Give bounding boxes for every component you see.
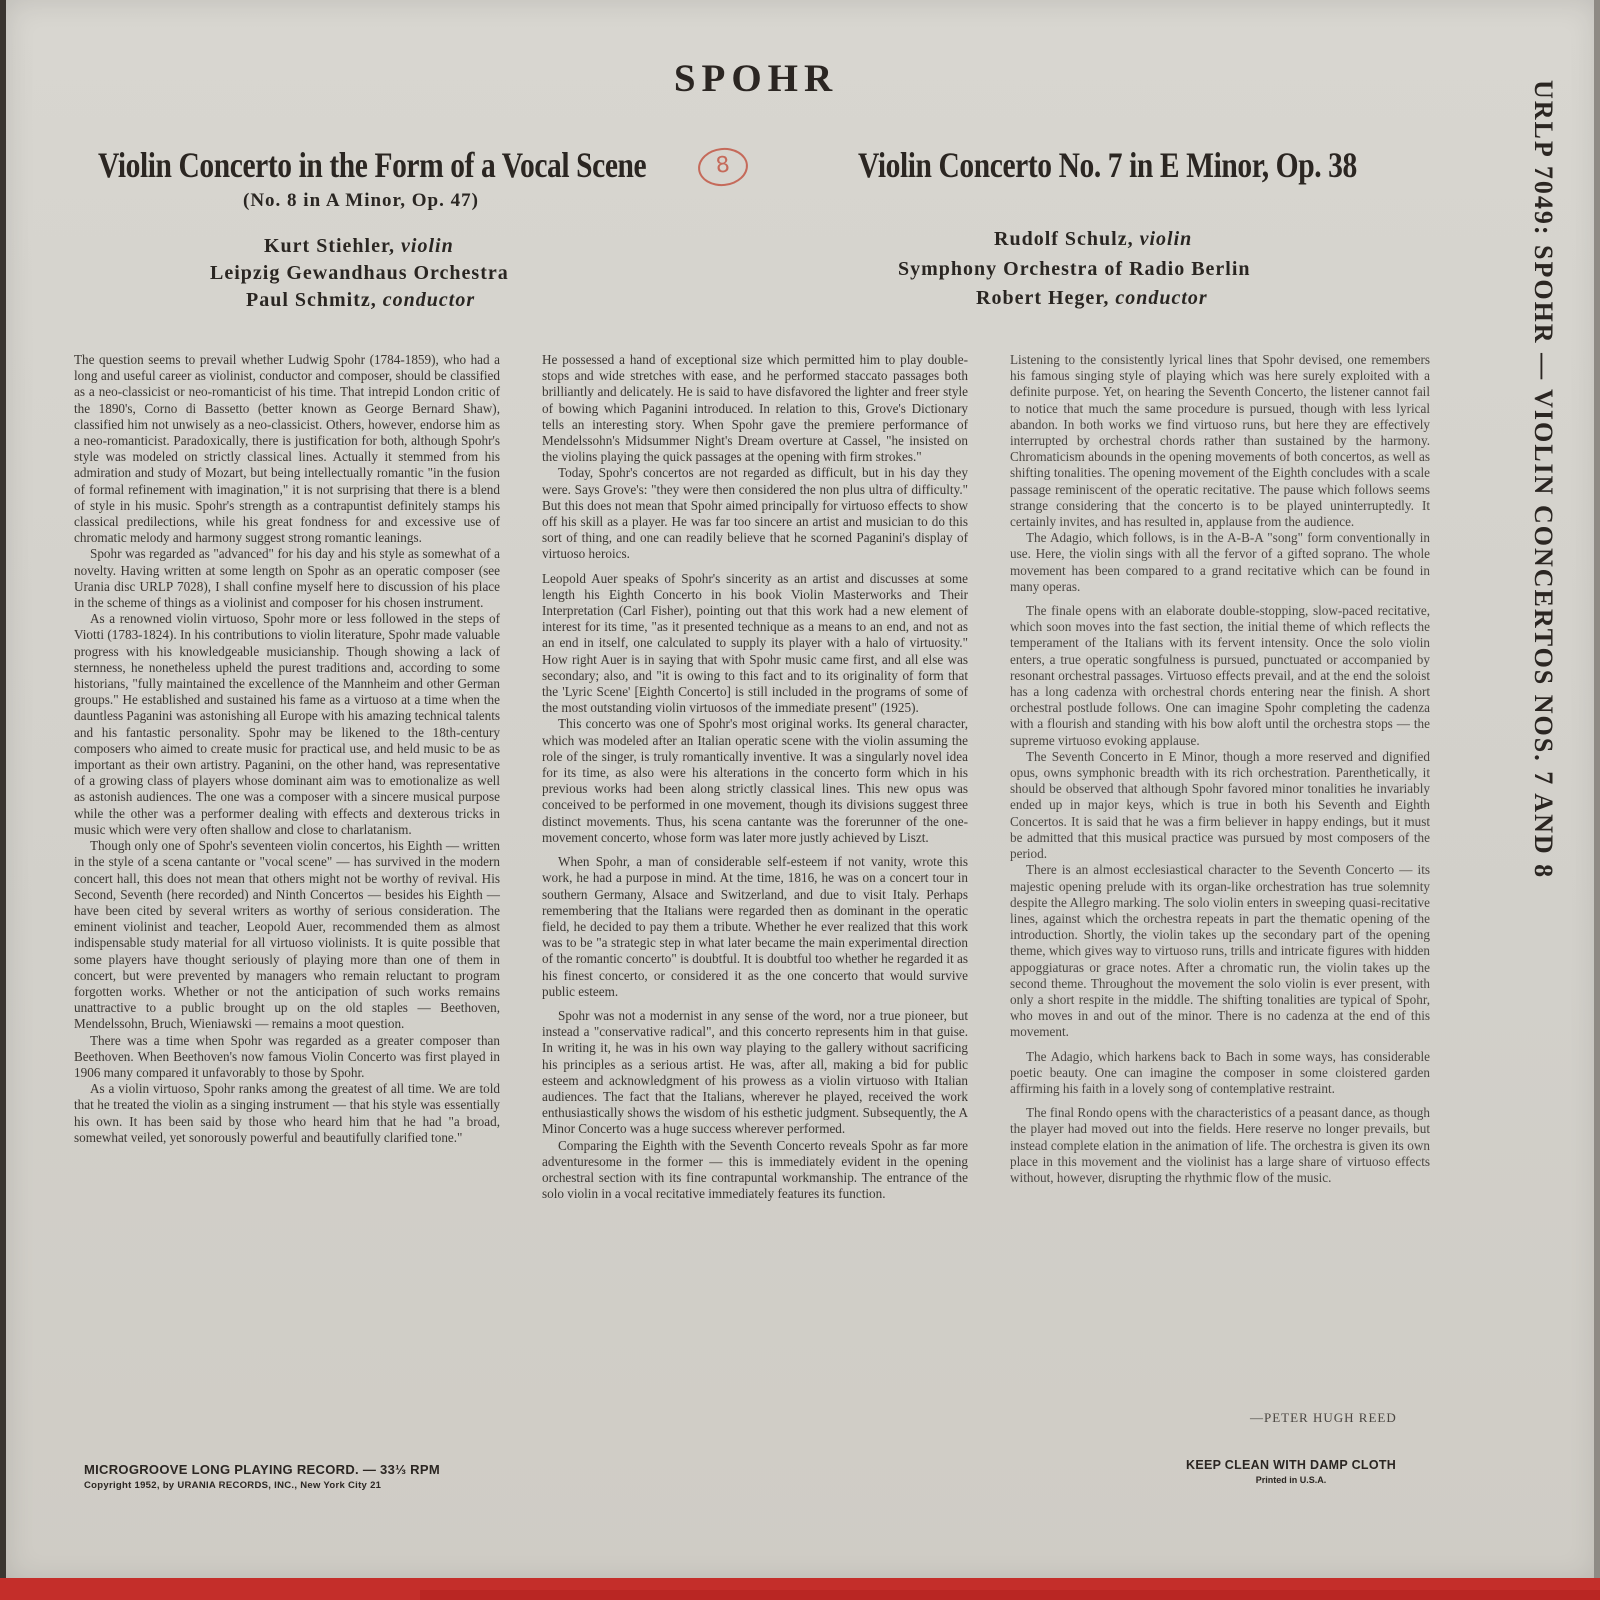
paragraph: Spohr was not a modernist in any sense of the word, nor a true pioneer, but instead a "conservative radical", and this concerto represents him in that guise. In writing it, he was in his own way playing to the gallery without sacrificing his principles as a serious artist. He was, after all, making a bid for public esteem and acknowledgment of his prowess as a violin virtuoso with Italian audiences. The fact that the Italians, wherever he played, received the work enthusiastically shows the wisdom of his esthetic judgment. Subsequently, the A Minor Concerto was a huge success wherever performed. — [542, 1007, 968, 1137]
care-instruction: KEEP CLEAN WITH DAMP CLOTH — [1186, 1458, 1397, 1472]
record-back-cover — [6, 0, 1598, 1582]
paragraph: There was a time when Spohr was regarded as a greater composer than Beethoven. When Beethoven's now famous Violin Concerto was first played in 1906 many compared it unfavorably to those by Spohr. — [74, 1032, 500, 1080]
paragraph: When Spohr, a man of considerable self-esteem if not vanity, wrote this work, he had a purpose in mind. At the time, 1816, he was on a concert tour in southern Germany, Alsace and Switzerland, and due to visit Italy. Perhaps remembering that the Italians were regarded then as dominant in the operatic field, he decided to pay them a tribute. Whether he ever realized that this work was to be "a strategic step in what later became the main experimental direction of the romantic concerto" is doubtful. It is doubtful too whether he regarded it as his finest concerto, or considered it as the one concerto that would survive public esteem. — [542, 854, 968, 999]
right-soloist — [994, 226, 1192, 253]
red-border-strip-inner — [420, 1590, 1600, 1600]
paragraph: This concerto was one of Spohr's most original works. Its general character, which was modeled after an Italian operatic scene with the violin assuming the role of the singer, is truly romantically inventive. It was a singularly novel idea for its time, as also were his alterations in the concerto form which in his previous works had been along strictly classical lines. This new opus was conceived to be performed in one movement, though its divisions suggest three distinct movements. Thus, his scena cantante was the forerunner of the one-movement concerto, whose form was later more justly achieved by Liszt. — [542, 716, 968, 845]
left-soloist-role: violin — [401, 235, 454, 257]
paragraph: The final Rondo opens with the characteristics of a peasant dance, as though the player had moved out into the fields. Here reserve no longer prevails, but instead complete elation in the animation of life. The orchestra is given its own place in this movement and the violinist has a large share of virtuoso effects without, however, disrupting the rhythmic flow of the music. — [1010, 1105, 1430, 1185]
liner-notes-column-1 — [74, 352, 500, 1146]
footer-left — [84, 1462, 440, 1491]
paragraph: The Seventh Concerto in E Minor, though a more reserved and dignified opus, owns symphonic breadth with its rich orchestration. Parenthetically, it should be observed that although Spohr favored minor tonalities he invariably ended up in major keys, which is true in both his Seventh and Eighth Concertos. It is said that he was a firm believer in happy endings, but it must be admitted that this musical practice was pursued by most composers of the period. — [1010, 748, 1430, 862]
left-conductor-role: conductor — [382, 289, 476, 311]
liner-notes-column-2 — [542, 352, 968, 1202]
left-work-title: Violin Concerto in the Form of a Vocal Scene — [98, 145, 647, 185]
right-work-title: Violin Concerto No. 7 in E Minor, Op. 38 — [858, 145, 1357, 185]
right-conductor — [976, 285, 1208, 312]
paragraph: Leopold Auer speaks of Spohr's sincerity as an artist and discusses at some length his Eighth Concerto in his book Violin Masterworks and Their Interpretation (Carl Fisher), pointing out that this work had a new element of interest for its time, "as it presented technique as a means to an end, and not as an end in itself, one calculated to supply its player with a halo of virtuosity." How right Auer is in saying that with Spohr music came first, and all else was secondary; also, and "it is owing to this fact and to its originality of form that the 'Lyric Scene' [Eighth Concerto] is still included in the programs of some of the most outstanding violin virtuosos of the immediate present" (1925). — [542, 570, 968, 716]
paragraph: He possessed a hand of exceptional size which permitted him to play double-stops and wide stretches with ease, and he performed staccato passages both brilliantly and delicately. He is said to have disfavored the lighter and freer style of bowing which Paganini introduced. In relation to this, Grove's Dictionary tells an interesting story. When Spohr gave the premiere performance of Mendelssohn's Midsummer Night's Dream overture at Cassel, "he insisted on the violins playing the quick passages at the opening with firm strokes." — [542, 352, 968, 465]
left-work-subtitle: (No. 8 in A Minor, Op. 47) — [243, 190, 479, 211]
left-soloist — [264, 233, 454, 260]
paragraph: The question seems to prevail whether Ludwig Spohr (1784-1859), who had a long and useful career as violinist, conductor and composer, should be classified as a neo-classicist or neo-romanticist of his time. That intrepid London critic of the 1890's, Corno di Bassetto (better known as George Bernard Shaw), classified him not unwisely as a neo-classicist. Others, however, endorse him as a neo-romanticist. Paradoxically, there is justification for both, although Spohr's style was modeled on strictly classical lines. Actually it stemmed from his admiration and study of Mozart, but being intellectually romantic "in the fusion of formal refinement with imagination," it is not surprising that there is a blend of style in his music. Spohr's strength as a contrapuntist definitely stamps his classical predilections, while his great fondness for and excessive use of chromatic melody and harmony suggest strong romantic leanings. — [74, 352, 500, 546]
paragraph: The Adagio, which harkens back to Bach in some ways, has considerable poetic beauty. One can imagine the composer in some cloistered garden affirming his faith in a lovely song of contemplative restraint. — [1010, 1048, 1430, 1096]
printed-in-line: Printed in U.S.A. — [1255, 1475, 1327, 1485]
paragraph: As a renowned violin virtuoso, Spohr more or less followed in the steps of Viotti (1783-1824). In his contributions to violin literature, Spohr made valuable progress with his knowledgeable musicianship. Though showing a lack of sternness, he nonetheless upheld the purest traditions and, according to some historians, "fully maintained the excellence of the Mannheim and other German groups." He established and sustained his fame as a virtuoso at a time when the dauntless Paganini was astonishing all Europe with his amazing technical talents and his fantastic personality. Spohr may be likened to the 18th-century composers who aimed to create music for practical use, and held music to be as important as their own artistry. Paganini, on the other hand, was representative of a growing class of players whose dominant aim was to emotionalize as well as astonish audiences. The one was a composer with a sincere musical purpose while the other was a performer dealing with effects and dexterous tricks in music which were very often shallow and close to charlatanism. — [74, 611, 500, 837]
spine-title: URLP 7049: SPOHR — VIOLIN CONCERTOS NOS. 7 AND 8 — [1529, 80, 1558, 880]
paragraph: Listening to the consistently lyrical lines that Spohr devised, one remembers his famous singing style of playing which was here surely exploited with a definite purpose. Yet, on hearing the Seventh Concerto, the listener cannot fail to notice that much the same procedure is pursued, though with less lyrical abandon. In both works we find virtuoso runs, but here they are effectively interrupted by orchestral chords rather than sustained by the harmony. Chromaticism abounds in the opening movements of both concertos, as well as shifting tonalities. The opening movement of the Eighth concludes with a scale passage reminiscent of the operatic recitative. The pause which follows seems strange considering that the concerto is to be played uninterruptedly. It certainly invites, and has resulted in, applause from the audience. — [1010, 352, 1430, 530]
handwritten-circled-number: 8 — [696, 145, 750, 188]
composer-title: SPOHR — [673, 57, 839, 100]
record-format-line: MICROGROOVE LONG PLAYING RECORD. — 33⅓ RPM — [84, 1462, 440, 1477]
paragraph: Spohr was regarded as "advanced" for his day and his style as somewhat of a novelty. Having written at some length on Spohr as an operatic composer (see Urania disc URLP 7028), I shall confine myself here to discussion of his place in the scheme of things as a violinist and composer for his chosen instrument. — [74, 546, 500, 611]
paragraph: Comparing the Eighth with the Seventh Concerto reveals Spohr as far more adventuresome in the former — this is immediately evident in the opening orchestral section with its fine contrapuntal workmanship. The entrance of the solo violin in a vocal recitative immediately features its function. — [542, 1137, 968, 1202]
left-conductor-name: Paul Schmitz, — [246, 289, 377, 311]
paragraph: The finale opens with an elaborate double-stopping, slow-paced recitative, which soon moves into the fast section, the initial theme of which reflects the temperament of the Italians with its fervent intensity. Once the solo violin enters, a true operatic songfulness is pursued, punctuated or accompanied by resonant orchestral passages. Virtuoso effects prevail, and at the end the soloist has a long cadenza with orchestral chords entering near the finish. A short orchestral postlude follows. One can imagine Spohr completing the cadenza with a flourish and standing with his bow aloft until the orchestra stops — the supreme virtuoso evoking applause. — [1010, 603, 1430, 748]
paragraph: As a violin virtuoso, Spohr ranks among the greatest of all time. We are told that he treated the violin as a singing instrument — that his style was essentially his own. It has been said by those who heard him that he had "a broad, somewhat veiled, yet sonorously powerful and beautifully clarified tone." — [74, 1081, 500, 1145]
right-soloist-role: violin — [1139, 228, 1193, 250]
footer-right — [1186, 1458, 1396, 1485]
right-conductor-role: conductor — [1115, 287, 1208, 309]
liner-notes-column-3 — [1010, 352, 1430, 1186]
paragraph: Today, Spohr's concertos are not regarded as difficult, but in his day they were. Says Grove's: "they were then considered the non plus ultra of difficulty." But this does not mean that Spohr aimed principally for virtuoso effects to show off his skill as a player. He was far too sincere an artist and musician to do this sort of thing, and one can readily believe that he scorned Paganini's display of virtuoso heroics. — [542, 465, 968, 562]
right-soloist-name: Rudolf Schulz, — [994, 228, 1134, 250]
left-conductor — [246, 287, 475, 314]
copyright-line: Copyright 1952, by URANIA RECORDS, INC., New York City 21 — [84, 1480, 382, 1491]
paragraph: The Adagio, which follows, is in the A-B-A "song" form conventionally in use. Here, the violin sings with all the fervor of a gifted soprano. The whole movement has been compared to a grand recitative which can be found in many operas. — [1010, 530, 1430, 594]
right-orchestra: Symphony Orchestra of Radio Berlin — [898, 258, 1251, 280]
sleeve-edge — [1594, 0, 1600, 1600]
left-orchestra: Leipzig Gewandhaus Orchestra — [210, 262, 509, 284]
paragraph: There is an almost ecclesiastical character to the Seventh Concerto — its majestic opening prelude with its organ-like orchestration has true solemnity despite the Allegro marking. The solo violin enters in sweeping quasi-recitative lines, against which the orchestra repeats in part the thematic opening of the introduction. Shortly, the violin takes up the secondary part of the opening theme, which gives way to virtuoso runs, trills and intricate figures with hidden appoggiaturas or grace notes. After a chromatic run, the violin takes up the second theme. Throughout the movement the solo violin is ever present, with only a short respite in the middle. The shifting tonalities are typical of Spohr, who moves in and out of the minor. There is no cadenza at the end of this movement. — [1010, 862, 1430, 1040]
paragraph: Though only one of Spohr's seventeen violin concertos, his Eighth — written in the style of a scena cantante or "vocal scene" — has survived in the modern concert hall, this does not mean that others might not be worthy of revival. His Second, Seventh (here recorded) and Ninth Concertos — besides his Eighth — have been cited by several writers as worthy of serious consideration. The eminent violinist and teacher, Leopold Auer, recommended them as almost indispensable study material for all virtuoso violinists. It is quite possible that some players have thought seriously of playing more than one of them in concert, but were prevented by managers who remain reluctant to program forgotten works. Whether or not the anticipation of such works remains unattractive to a public brought up on the old staples — Beethoven, Mendelssohn, Bruch, Wieniawski — remains a moot question. — [74, 838, 500, 1032]
author-signature: —PETER HUGH REED — [1250, 1410, 1397, 1425]
right-conductor-name: Robert Heger, — [976, 287, 1110, 309]
left-soloist-name: Kurt Stiehler, — [264, 235, 396, 257]
